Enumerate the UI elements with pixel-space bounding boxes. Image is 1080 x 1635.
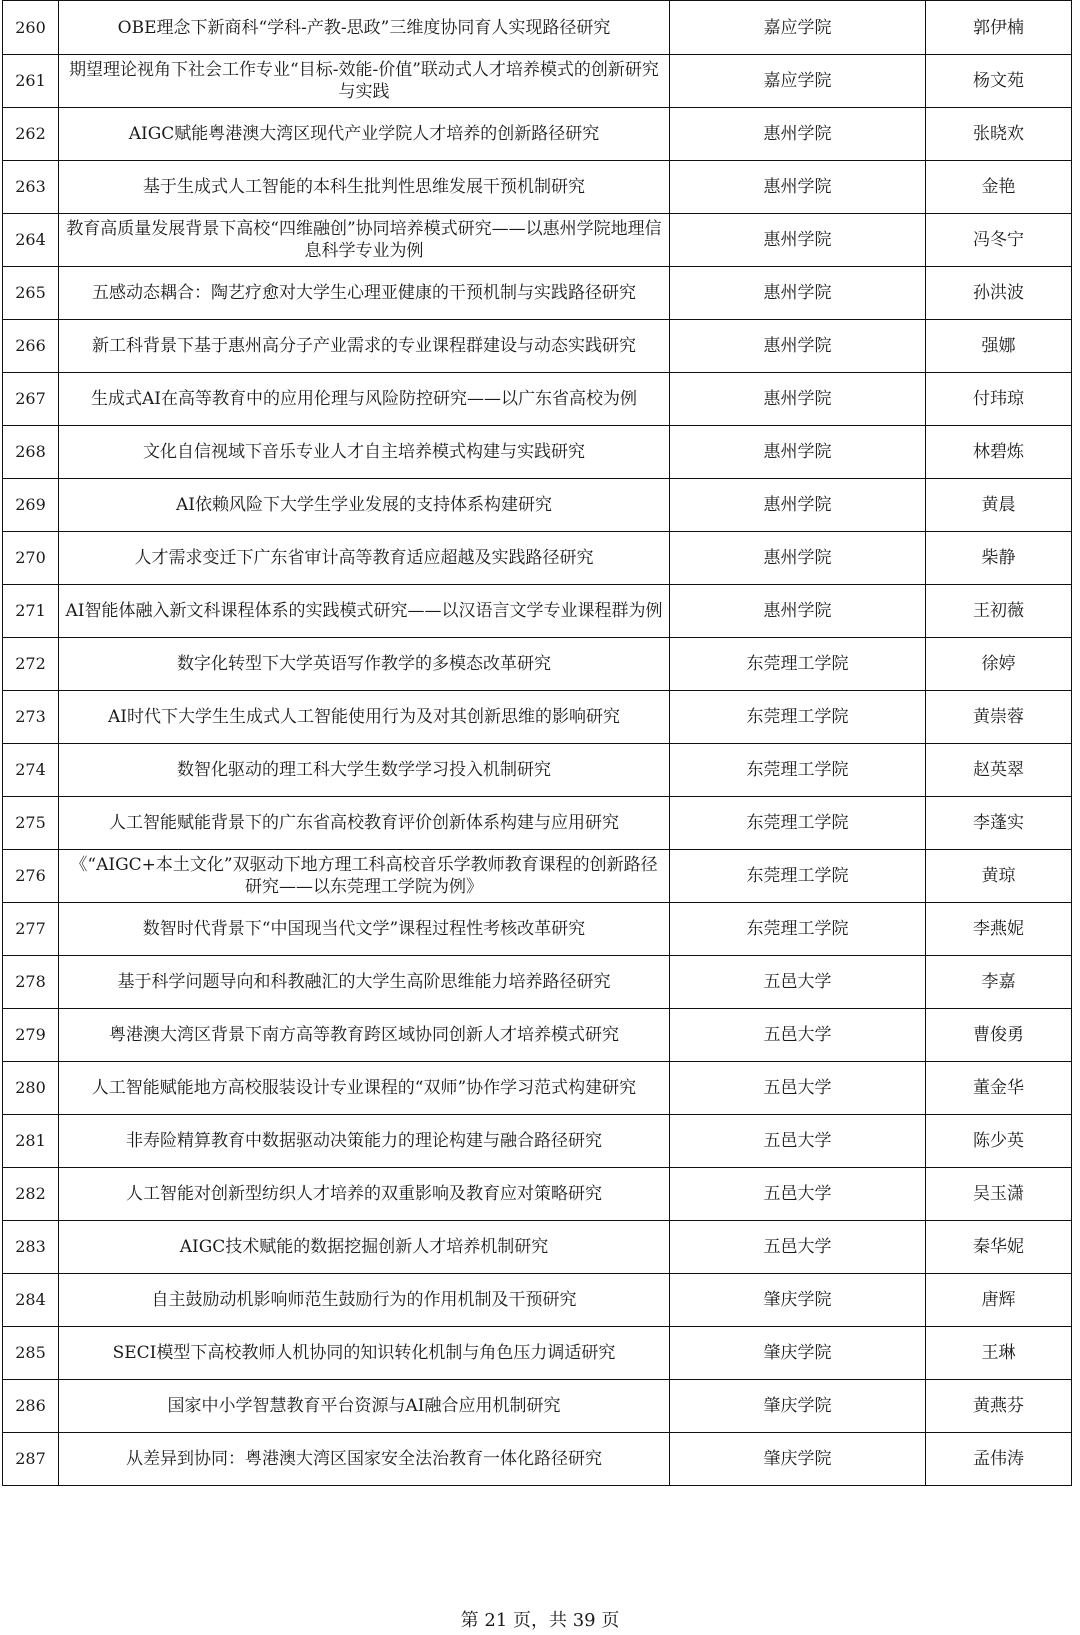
row-number-cell: 260 xyxy=(3,1,59,55)
row-number-cell: 276 xyxy=(3,850,59,903)
table-row xyxy=(3,850,1072,903)
project-leader-cell: 黄崇蓉 xyxy=(926,691,1072,744)
row-number-cell: 278 xyxy=(3,956,59,1009)
institution-cell: 惠州学院 xyxy=(670,373,926,426)
institution-cell: 惠州学院 xyxy=(670,320,926,373)
row-number-cell: 273 xyxy=(3,691,59,744)
project-leader-cell: 林碧炼 xyxy=(926,426,1072,479)
project-leader-cell: 李嘉 xyxy=(926,956,1072,1009)
row-number-cell: 268 xyxy=(3,426,59,479)
institution-cell: 五邑大学 xyxy=(670,1115,926,1168)
institution-cell: 东莞理工学院 xyxy=(670,903,926,956)
institution-cell: 惠州学院 xyxy=(670,161,926,214)
row-number-cell: 272 xyxy=(3,638,59,691)
table-row xyxy=(3,638,1072,691)
project-leader-cell: 孟伟涛 xyxy=(926,1433,1072,1486)
table-row xyxy=(3,1327,1072,1380)
page-footer: 第 21 页，共 39 页 xyxy=(460,1610,620,1631)
project-title-cell: AI依赖风险下大学生学业发展的支持体系构建研究 xyxy=(59,479,670,532)
project-title-cell: 粤港澳大湾区背景下南方高等教育跨区域协同创新人才培养模式研究 xyxy=(59,1009,670,1062)
row-number-cell: 274 xyxy=(3,744,59,797)
project-title-cell: SECI模型下高校教师人机协同的知识转化机制与角色压力调适研究 xyxy=(59,1327,670,1380)
project-title-cell: 基于科学问题导向和科教融汇的大学生高阶思维能力培养路径研究 xyxy=(59,956,670,1009)
institution-cell: 东莞理工学院 xyxy=(670,638,926,691)
row-number-cell: 269 xyxy=(3,479,59,532)
project-title-cell: 文化自信视域下音乐专业人才自主培养模式构建与实践研究 xyxy=(59,426,670,479)
project-title-cell: 国家中小学智慧教育平台资源与AI融合应用机制研究 xyxy=(59,1380,670,1433)
institution-cell: 五邑大学 xyxy=(670,1221,926,1274)
institution-cell: 肇庆学院 xyxy=(670,1433,926,1486)
table-row xyxy=(3,426,1072,479)
institution-cell: 惠州学院 xyxy=(670,479,926,532)
project-leader-cell: 柴静 xyxy=(926,532,1072,585)
institution-cell: 五邑大学 xyxy=(670,956,926,1009)
institution-cell: 肇庆学院 xyxy=(670,1274,926,1327)
project-leader-cell: 董金华 xyxy=(926,1062,1072,1115)
project-leader-cell: 曹俊勇 xyxy=(926,1009,1072,1062)
table-row xyxy=(3,1062,1072,1115)
project-leader-cell: 黄晨 xyxy=(926,479,1072,532)
table-row xyxy=(3,214,1072,267)
row-number-cell: 285 xyxy=(3,1327,59,1380)
table-row xyxy=(3,108,1072,161)
row-number-cell: 280 xyxy=(3,1062,59,1115)
table-row xyxy=(3,320,1072,373)
institution-cell: 惠州学院 xyxy=(670,267,926,320)
project-title-cell: AI时代下大学生生成式人工智能使用行为及对其创新思维的影响研究 xyxy=(59,691,670,744)
table-row xyxy=(3,373,1072,426)
table-row xyxy=(3,1433,1072,1486)
table-row xyxy=(3,1009,1072,1062)
institution-cell: 惠州学院 xyxy=(670,214,926,267)
project-leader-cell: 杨文苑 xyxy=(926,55,1072,108)
project-leader-cell: 孙洪波 xyxy=(926,267,1072,320)
table-row xyxy=(3,744,1072,797)
project-leader-cell: 吴玉潇 xyxy=(926,1168,1072,1221)
row-number-cell: 277 xyxy=(3,903,59,956)
table-row xyxy=(3,161,1072,214)
institution-cell: 五邑大学 xyxy=(670,1062,926,1115)
row-number-cell: 286 xyxy=(3,1380,59,1433)
table-row xyxy=(3,903,1072,956)
table-row xyxy=(3,1221,1072,1274)
project-leader-cell: 李蓬实 xyxy=(926,797,1072,850)
project-leader-cell: 陈少英 xyxy=(926,1115,1072,1168)
project-leader-cell: 赵英翠 xyxy=(926,744,1072,797)
project-title-cell: 基于生成式人工智能的本科生批判性思维发展干预机制研究 xyxy=(59,161,670,214)
row-number-cell: 264 xyxy=(3,214,59,267)
project-title-cell: 人工智能赋能地方高校服装设计专业课程的“双师”协作学习范式构建研究 xyxy=(59,1062,670,1115)
project-title-cell: 《“AIGC+本土文化”双驱动下地方理工科高校音乐学教师教育课程的创新路径研究——以东莞理工学院为例》 xyxy=(59,850,670,903)
project-title-cell: 新工科背景下基于惠州高分子产业需求的专业课程群建设与动态实践研究 xyxy=(59,320,670,373)
project-leader-cell: 王琳 xyxy=(926,1327,1072,1380)
project-title-cell: 期望理论视角下社会工作专业“目标-效能-价值”联动式人才培养模式的创新研究与实践 xyxy=(59,55,670,108)
project-title-cell: 自主鼓励动机影响师范生鼓励行为的作用机制及干预研究 xyxy=(59,1274,670,1327)
table-row xyxy=(3,267,1072,320)
table-row xyxy=(3,1115,1072,1168)
project-title-cell: 生成式AI在高等教育中的应用伦理与风险防控研究——以广东省高校为例 xyxy=(59,373,670,426)
project-list-table xyxy=(2,0,1072,1486)
table-row xyxy=(3,585,1072,638)
institution-cell: 东莞理工学院 xyxy=(670,850,926,903)
institution-cell: 嘉应学院 xyxy=(670,55,926,108)
project-leader-cell: 冯冬宁 xyxy=(926,214,1072,267)
project-title-cell: 非寿险精算教育中数据驱动决策能力的理论构建与融合路径研究 xyxy=(59,1115,670,1168)
project-title-cell: 数智时代背景下“中国现当代文学”课程过程性考核改革研究 xyxy=(59,903,670,956)
row-number-cell: 271 xyxy=(3,585,59,638)
project-leader-cell: 强娜 xyxy=(926,320,1072,373)
project-leader-cell: 秦华妮 xyxy=(926,1221,1072,1274)
project-leader-cell: 李燕妮 xyxy=(926,903,1072,956)
institution-cell: 肇庆学院 xyxy=(670,1380,926,1433)
institution-cell: 肇庆学院 xyxy=(670,1327,926,1380)
row-number-cell: 270 xyxy=(3,532,59,585)
table-row xyxy=(3,479,1072,532)
table-body xyxy=(3,1,1072,1486)
table-row xyxy=(3,1168,1072,1221)
row-number-cell: 279 xyxy=(3,1009,59,1062)
project-leader-cell: 黄燕芬 xyxy=(926,1380,1072,1433)
table-row xyxy=(3,1,1072,55)
project-leader-cell: 唐辉 xyxy=(926,1274,1072,1327)
project-leader-cell: 张晓欢 xyxy=(926,108,1072,161)
institution-cell: 惠州学院 xyxy=(670,532,926,585)
row-number-cell: 267 xyxy=(3,373,59,426)
institution-cell: 五邑大学 xyxy=(670,1009,926,1062)
project-title-cell: AIGC技术赋能的数据挖掘创新人才培养机制研究 xyxy=(59,1221,670,1274)
project-title-cell: 五感动态耦合：陶艺疗愈对大学生心理亚健康的干预机制与实践路径研究 xyxy=(59,267,670,320)
project-leader-cell: 金艳 xyxy=(926,161,1072,214)
project-leader-cell: 王初薇 xyxy=(926,585,1072,638)
project-title-cell: OBE理念下新商科“学科-产教-思政”三维度协同育人实现路径研究 xyxy=(59,1,670,55)
project-title-cell: 人工智能赋能背景下的广东省高校教育评价创新体系构建与应用研究 xyxy=(59,797,670,850)
institution-cell: 惠州学院 xyxy=(670,426,926,479)
table-row xyxy=(3,532,1072,585)
row-number-cell: 263 xyxy=(3,161,59,214)
row-number-cell: 261 xyxy=(3,55,59,108)
project-leader-cell: 黄琼 xyxy=(926,850,1072,903)
row-number-cell: 282 xyxy=(3,1168,59,1221)
row-number-cell: 281 xyxy=(3,1115,59,1168)
row-number-cell: 287 xyxy=(3,1433,59,1486)
project-title-cell: 数字化转型下大学英语写作教学的多模态改革研究 xyxy=(59,638,670,691)
project-title-cell: AI智能体融入新文科课程体系的实践模式研究——以汉语言文学专业课程群为例 xyxy=(59,585,670,638)
project-leader-cell: 郭伊楠 xyxy=(926,1,1072,55)
institution-cell: 惠州学院 xyxy=(670,108,926,161)
table-row xyxy=(3,1274,1072,1327)
institution-cell: 东莞理工学院 xyxy=(670,797,926,850)
project-title-cell: 数智化驱动的理工科大学生数学学习投入机制研究 xyxy=(59,744,670,797)
table-row xyxy=(3,1380,1072,1433)
institution-cell: 五邑大学 xyxy=(670,1168,926,1221)
project-leader-cell: 徐婷 xyxy=(926,638,1072,691)
project-title-cell: 教育高质量发展背景下高校“四维融创”协同培养模式研究——以惠州学院地理信息科学专业为例 xyxy=(59,214,670,267)
project-leader-cell: 付玮琼 xyxy=(926,373,1072,426)
project-title-cell: 人才需求变迁下广东省审计高等教育适应超越及实践路径研究 xyxy=(59,532,670,585)
project-title-cell: 人工智能对创新型纺织人才培养的双重影响及教育应对策略研究 xyxy=(59,1168,670,1221)
row-number-cell: 275 xyxy=(3,797,59,850)
table-row xyxy=(3,691,1072,744)
project-title-cell: 从差异到协同：粤港澳大湾区国家安全法治教育一体化路径研究 xyxy=(59,1433,670,1486)
institution-cell: 惠州学院 xyxy=(670,585,926,638)
table-row xyxy=(3,55,1072,108)
table-row xyxy=(3,797,1072,850)
institution-cell: 东莞理工学院 xyxy=(670,691,926,744)
institution-cell: 嘉应学院 xyxy=(670,1,926,55)
row-number-cell: 266 xyxy=(3,320,59,373)
row-number-cell: 283 xyxy=(3,1221,59,1274)
table-row xyxy=(3,956,1072,1009)
project-title-cell: AIGC赋能粤港澳大湾区现代产业学院人才培养的创新路径研究 xyxy=(59,108,670,161)
institution-cell: 东莞理工学院 xyxy=(670,744,926,797)
row-number-cell: 265 xyxy=(3,267,59,320)
row-number-cell: 262 xyxy=(3,108,59,161)
row-number-cell: 284 xyxy=(3,1274,59,1327)
